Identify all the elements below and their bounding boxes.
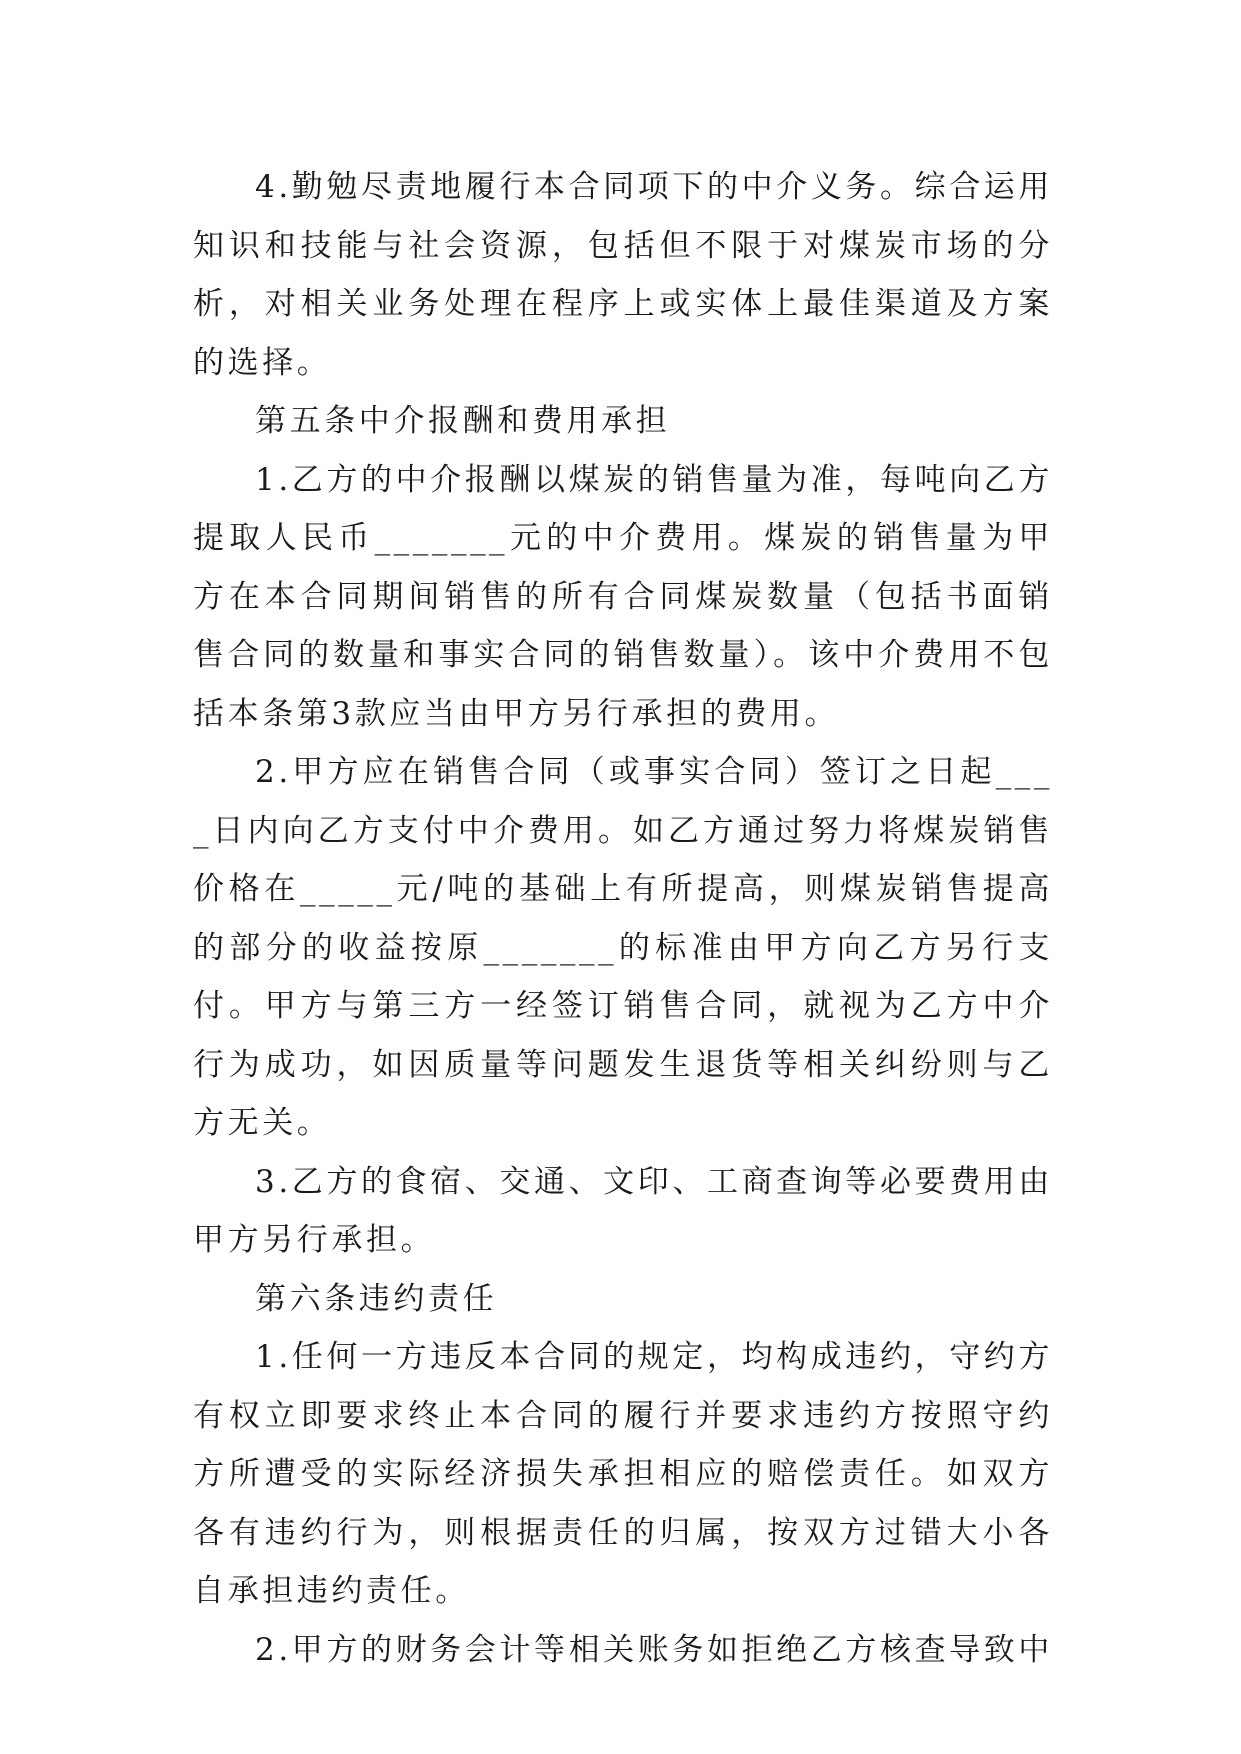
document-body <box>193 158 1053 1679</box>
paragraph-fee-2: 2.甲方应在销售合同（或事实合同）签订之日起____日内向乙方支付中介费用。如乙方通过努力将煤炭销售价格在_____元/吨的基础上有所提高，则煤炭销售提高的部分的收益按原_______的标准由甲方向乙方另行支付。甲方与第三方一经签订销售合同，就视为乙方中介行为成功，如因质量等问题发生退货等相关纠纷则与乙方无关。 <box>193 754 1053 1141</box>
paragraph-fee-1: 1.乙方的中介报酬以煤炭的销售量为准，每吨向乙方提取人民币_______元的中介费用。煤炭的销售量为甲方在本合同期间销售的所有合同煤炭数量（包括书面销售合同的数量和事实合同的销售数量）。该中介费用不包括本条第3款应当由甲方另行承担的费用。 <box>193 461 1053 732</box>
paragraph-liability-2: 2.甲方的财务会计等相关账务如拒绝乙方核查导致中 <box>255 1631 1053 1668</box>
paragraph-fee-3: 3.乙方的食宿、交通、文印、工商查询等必要费用由甲方另行承担。 <box>193 1163 1053 1258</box>
section-heading-article-5: 第五条中介报酬和费用承担 <box>255 403 671 439</box>
paragraph-duty-4: 4.勤勉尽责地履行本合同项下的中介义务。综合运用知识和技能与社会资源，包括但不限于对煤炭市场的分析，对相关业务处理在程序上或实体上最佳渠道及方案的选择。 <box>193 169 1053 381</box>
section-heading-article-6: 第六条违约责任 <box>255 1280 498 1317</box>
paragraph-liability-1: 1.任何一方违反本合同的规定，均构成违约，守约方有权立即要求终止本合同的履行并要求违约方按照守约方所遭受的实际经济损失承担相应的赔偿责任。如双方各有违约行为，则根据责任的归属，按双方过错大小各自承担违约责任。 <box>193 1339 1053 1609</box>
